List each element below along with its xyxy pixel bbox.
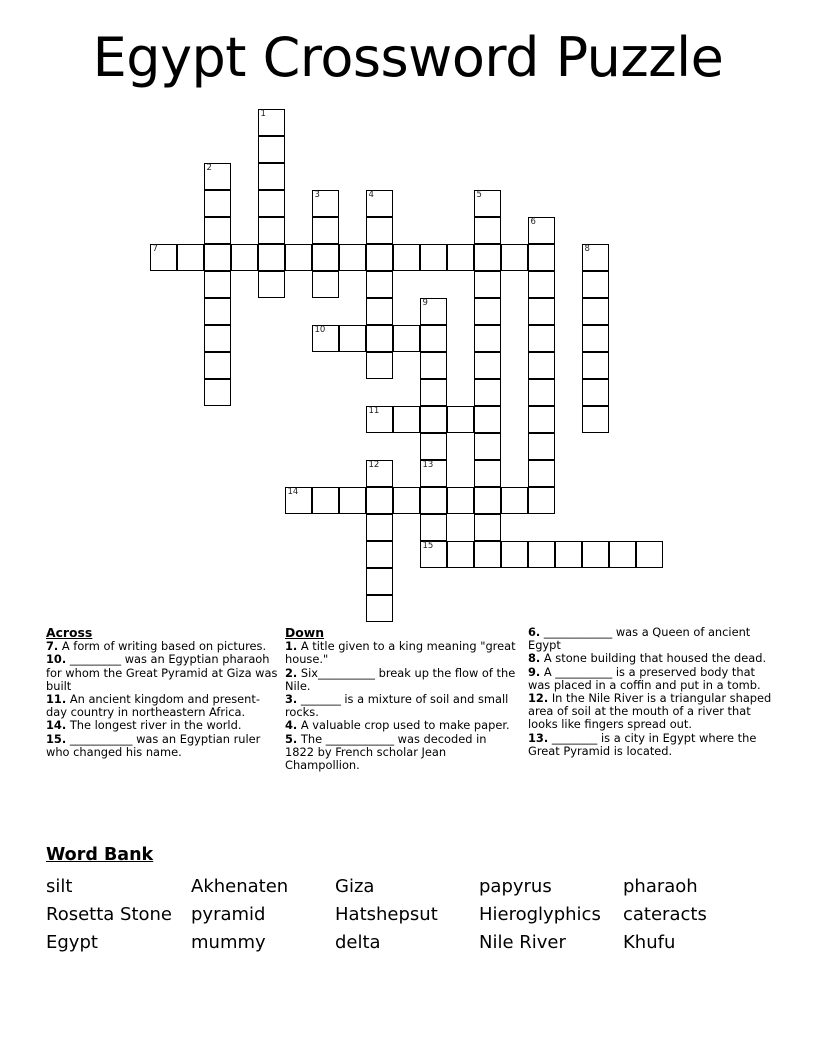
crossword-cell[interactable] xyxy=(366,406,393,433)
crossword-cell[interactable] xyxy=(474,433,501,460)
crossword-cell[interactable] xyxy=(393,487,420,514)
crossword-cell[interactable] xyxy=(528,379,555,406)
word-bank-item: delta xyxy=(335,932,381,953)
clue-down-12 xyxy=(528,692,778,732)
word-bank-item: Giza xyxy=(335,876,375,897)
crossword-cell[interactable] xyxy=(366,595,393,622)
crossword-cell[interactable] xyxy=(528,406,555,433)
crossword-cell[interactable] xyxy=(474,406,501,433)
crossword-cell[interactable] xyxy=(366,460,393,487)
clue-down-3 xyxy=(285,693,517,719)
crossword-cell[interactable] xyxy=(474,298,501,325)
crossword-cell[interactable] xyxy=(501,541,528,568)
crossword-cell[interactable] xyxy=(204,217,231,244)
crossword-cell[interactable] xyxy=(447,541,474,568)
crossword-cell[interactable] xyxy=(366,298,393,325)
clue-across-10 xyxy=(46,653,278,693)
crossword-cell[interactable] xyxy=(393,325,420,352)
crossword-cell[interactable] xyxy=(393,406,420,433)
crossword-cell-number: 11 xyxy=(368,406,380,416)
crossword-cell[interactable] xyxy=(312,244,339,271)
crossword-cell[interactable] xyxy=(312,325,339,352)
crossword-cell[interactable] xyxy=(339,244,366,271)
crossword-cell[interactable] xyxy=(447,244,474,271)
crossword-cell[interactable] xyxy=(312,271,339,298)
crossword-cell[interactable] xyxy=(420,244,447,271)
crossword-cell[interactable] xyxy=(204,379,231,406)
clue-number: 8. xyxy=(528,651,541,666)
clues-down-continued-column xyxy=(528,626,778,758)
clue-number: 13. xyxy=(528,730,549,745)
crossword-cell[interactable] xyxy=(420,487,447,514)
crossword-cell[interactable] xyxy=(474,379,501,406)
crossword-cell[interactable] xyxy=(420,298,447,325)
crossword-cell[interactable] xyxy=(528,433,555,460)
word-bank-item: Hieroglyphics xyxy=(479,904,601,925)
clue-text: A title given to a king meaning "great house." xyxy=(285,639,516,667)
crossword-cell[interactable] xyxy=(609,541,636,568)
crossword-cell[interactable] xyxy=(582,379,609,406)
crossword-cell[interactable] xyxy=(582,406,609,433)
crossword-cell[interactable] xyxy=(204,163,231,190)
crossword-cell[interactable] xyxy=(636,541,663,568)
clue-text: ________ is a city in Egypt where the Great Pyramid is located. xyxy=(528,730,757,758)
word-bank-item: Akhenaten xyxy=(191,876,289,897)
crossword-cell[interactable] xyxy=(366,325,393,352)
crossword-cell[interactable] xyxy=(582,325,609,352)
crossword-cell[interactable] xyxy=(366,244,393,271)
page-title: Egypt Crossword Puzzle xyxy=(92,26,724,89)
clue-number: 9. xyxy=(528,664,541,679)
crossword-cell-number: 15 xyxy=(422,541,434,551)
clue-text: An ancient kingdom and present-day country in northeastern Africa. xyxy=(46,692,260,720)
crossword-cell[interactable] xyxy=(258,190,285,217)
crossword-cell-number: 9 xyxy=(422,298,428,308)
crossword-cell[interactable] xyxy=(528,460,555,487)
word-bank-row xyxy=(46,873,786,901)
clue-text: The longest river in the world. xyxy=(69,718,242,733)
crossword-cell[interactable] xyxy=(582,271,609,298)
crossword-cell[interactable] xyxy=(204,352,231,379)
crossword-cell[interactable] xyxy=(420,514,447,541)
clue-number: 6. xyxy=(528,625,541,639)
clue-text: _______ is a mixture of soil and small rocks. xyxy=(285,692,509,720)
crossword-cell[interactable] xyxy=(420,379,447,406)
clue-text: _________ was an Egyptian pharaoh for whom the Great Pyramid at Giza was built xyxy=(46,652,278,693)
down-heading: Down xyxy=(285,625,325,640)
crossword-cell[interactable] xyxy=(420,541,447,568)
crossword-cell[interactable] xyxy=(366,487,393,514)
crossword-cell[interactable] xyxy=(312,190,339,217)
word-bank-item: Hatshepsut xyxy=(335,904,438,925)
crossword-cell[interactable] xyxy=(582,352,609,379)
crossword-cell[interactable] xyxy=(474,541,501,568)
clue-number: 1. xyxy=(285,639,298,654)
clue-text: A __________ is a preserved body that was placed in a coffin and put in a tomb. xyxy=(528,664,761,692)
across-heading: Across xyxy=(46,625,93,640)
clue-number: 4. xyxy=(285,718,298,733)
crossword-cell[interactable] xyxy=(528,217,555,244)
crossword-cell[interactable] xyxy=(366,514,393,541)
crossword-cell[interactable] xyxy=(204,244,231,271)
crossword-cell[interactable] xyxy=(312,217,339,244)
crossword-cell-number: 3 xyxy=(314,190,320,200)
word-bank-item: Khufu xyxy=(623,932,676,953)
crossword-cell[interactable] xyxy=(474,217,501,244)
clues-across-column xyxy=(46,626,278,759)
crossword-cell[interactable] xyxy=(474,271,501,298)
clue-text: ___________ was an Egyptian ruler who changed his name. xyxy=(46,731,261,759)
clue-down-1 xyxy=(285,640,517,666)
clue-down-13 xyxy=(528,732,778,758)
crossword-cell-number: 10 xyxy=(314,325,326,335)
crossword-cell[interactable] xyxy=(312,487,339,514)
crossword-cell[interactable] xyxy=(204,190,231,217)
crossword-cell[interactable] xyxy=(474,190,501,217)
crossword-cell[interactable] xyxy=(582,541,609,568)
crossword-cell[interactable] xyxy=(528,541,555,568)
crossword-cell[interactable] xyxy=(474,325,501,352)
crossword-cell[interactable] xyxy=(231,244,258,271)
clue-number: 10. xyxy=(46,652,67,667)
crossword-cell[interactable] xyxy=(447,487,474,514)
crossword-cell[interactable] xyxy=(528,271,555,298)
clue-text: A valuable crop used to make paper. xyxy=(300,718,510,733)
clues-down-column xyxy=(285,626,517,772)
clue-number: 5. xyxy=(285,731,298,746)
word-bank-item: silt xyxy=(46,876,73,897)
crossword-cell[interactable] xyxy=(474,460,501,487)
crossword-cell[interactable] xyxy=(393,244,420,271)
crossword-cell-number: 13 xyxy=(422,460,434,470)
word-bank-item: Egypt xyxy=(46,932,98,953)
crossword-cell[interactable] xyxy=(420,352,447,379)
crossword-cell-number: 7 xyxy=(152,244,158,254)
clue-number: 14. xyxy=(46,718,67,733)
crossword-cell[interactable] xyxy=(474,514,501,541)
crossword-cell[interactable] xyxy=(258,163,285,190)
clue-text: A stone building that housed the dead. xyxy=(543,651,767,666)
clue-across-15 xyxy=(46,733,278,759)
clue-down-6 xyxy=(528,626,778,652)
clue-across-11 xyxy=(46,693,278,719)
crossword-cell[interactable] xyxy=(420,460,447,487)
crossword-cell[interactable] xyxy=(177,244,204,271)
crossword-cell-number: 5 xyxy=(476,190,482,200)
crossword-cell[interactable] xyxy=(420,325,447,352)
word-bank-item: pharaoh xyxy=(623,876,698,897)
crossword-cell[interactable] xyxy=(582,244,609,271)
word-bank xyxy=(46,845,786,957)
crossword-cell[interactable] xyxy=(258,136,285,163)
crossword-cell-number: 8 xyxy=(584,244,590,254)
word-bank-title: Word Bank xyxy=(46,845,154,865)
crossword-cell-number: 2 xyxy=(206,163,212,173)
clue-down-2 xyxy=(285,667,517,693)
crossword-cell[interactable] xyxy=(258,244,285,271)
clue-number: 15. xyxy=(46,731,67,746)
crossword-cell[interactable] xyxy=(528,325,555,352)
crossword-cell[interactable] xyxy=(366,568,393,595)
crossword-cell[interactable] xyxy=(204,271,231,298)
crossword-cell[interactable] xyxy=(501,244,528,271)
crossword-cell-number: 14 xyxy=(287,487,299,497)
crossword-cell[interactable] xyxy=(339,325,366,352)
word-bank-row xyxy=(46,929,786,957)
crossword-cell[interactable] xyxy=(366,271,393,298)
word-bank-item: pyramid xyxy=(191,904,266,925)
crossword-cell[interactable] xyxy=(258,109,285,136)
crossword-cell[interactable] xyxy=(528,244,555,271)
crossword-cell[interactable] xyxy=(204,298,231,325)
clue-text: Six__________ break up the flow of the Nile. xyxy=(285,665,516,693)
crossword-cell[interactable] xyxy=(474,487,501,514)
crossword-cell[interactable] xyxy=(420,406,447,433)
crossword-cell-number: 6 xyxy=(530,217,536,227)
word-bank-item: Nile River xyxy=(479,932,566,953)
crossword-cell[interactable] xyxy=(474,352,501,379)
crossword-cell[interactable] xyxy=(258,271,285,298)
clue-down-9 xyxy=(528,666,778,692)
crossword-cell[interactable] xyxy=(285,487,312,514)
word-bank-row xyxy=(46,901,786,929)
clue-down-5 xyxy=(285,733,517,773)
clue-number: 2. xyxy=(285,665,298,680)
clue-text: In the Nile River is a triangular shaped area of soil at the mouth of a river that looks like fingers spread out. xyxy=(528,691,772,732)
clue-number: 12. xyxy=(528,691,549,706)
crossword-cell[interactable] xyxy=(285,244,312,271)
crossword-cell[interactable] xyxy=(366,352,393,379)
clue-text: ____________ was a Queen of ancient Egypt xyxy=(528,625,751,653)
crossword-cell[interactable] xyxy=(204,325,231,352)
crossword-cell[interactable] xyxy=(366,217,393,244)
clue-text: A form of writing based on pictures. xyxy=(61,639,267,654)
clue-number: 11. xyxy=(46,692,67,707)
crossword-cell[interactable] xyxy=(258,217,285,244)
crossword-cell-number: 4 xyxy=(368,190,374,200)
clue-text: The ____________ was decoded in 1822 by French scholar Jean Champollion. xyxy=(285,731,487,773)
crossword-cell[interactable] xyxy=(150,244,177,271)
crossword-cell[interactable] xyxy=(501,487,528,514)
clue-number: 3. xyxy=(285,692,298,707)
crossword-cell[interactable] xyxy=(366,190,393,217)
crossword-cell-number: 1 xyxy=(260,109,266,119)
word-bank-item: mummy xyxy=(191,932,266,953)
word-bank-item: papyrus xyxy=(479,876,552,897)
crossword-cell[interactable] xyxy=(528,352,555,379)
crossword-cell[interactable] xyxy=(420,433,447,460)
crossword-cell[interactable] xyxy=(582,298,609,325)
crossword-cell[interactable] xyxy=(474,244,501,271)
crossword-cell[interactable] xyxy=(366,541,393,568)
crossword-cell-number: 12 xyxy=(368,460,380,470)
crossword-cell[interactable] xyxy=(555,541,582,568)
crossword-cell[interactable] xyxy=(447,406,474,433)
crossword-cell[interactable] xyxy=(339,487,366,514)
clue-number: 7. xyxy=(46,639,59,654)
word-bank-item: cateracts xyxy=(623,904,707,925)
crossword-cell[interactable] xyxy=(528,298,555,325)
crossword-cell[interactable] xyxy=(528,487,555,514)
word-bank-item: Rosetta Stone xyxy=(46,904,173,925)
